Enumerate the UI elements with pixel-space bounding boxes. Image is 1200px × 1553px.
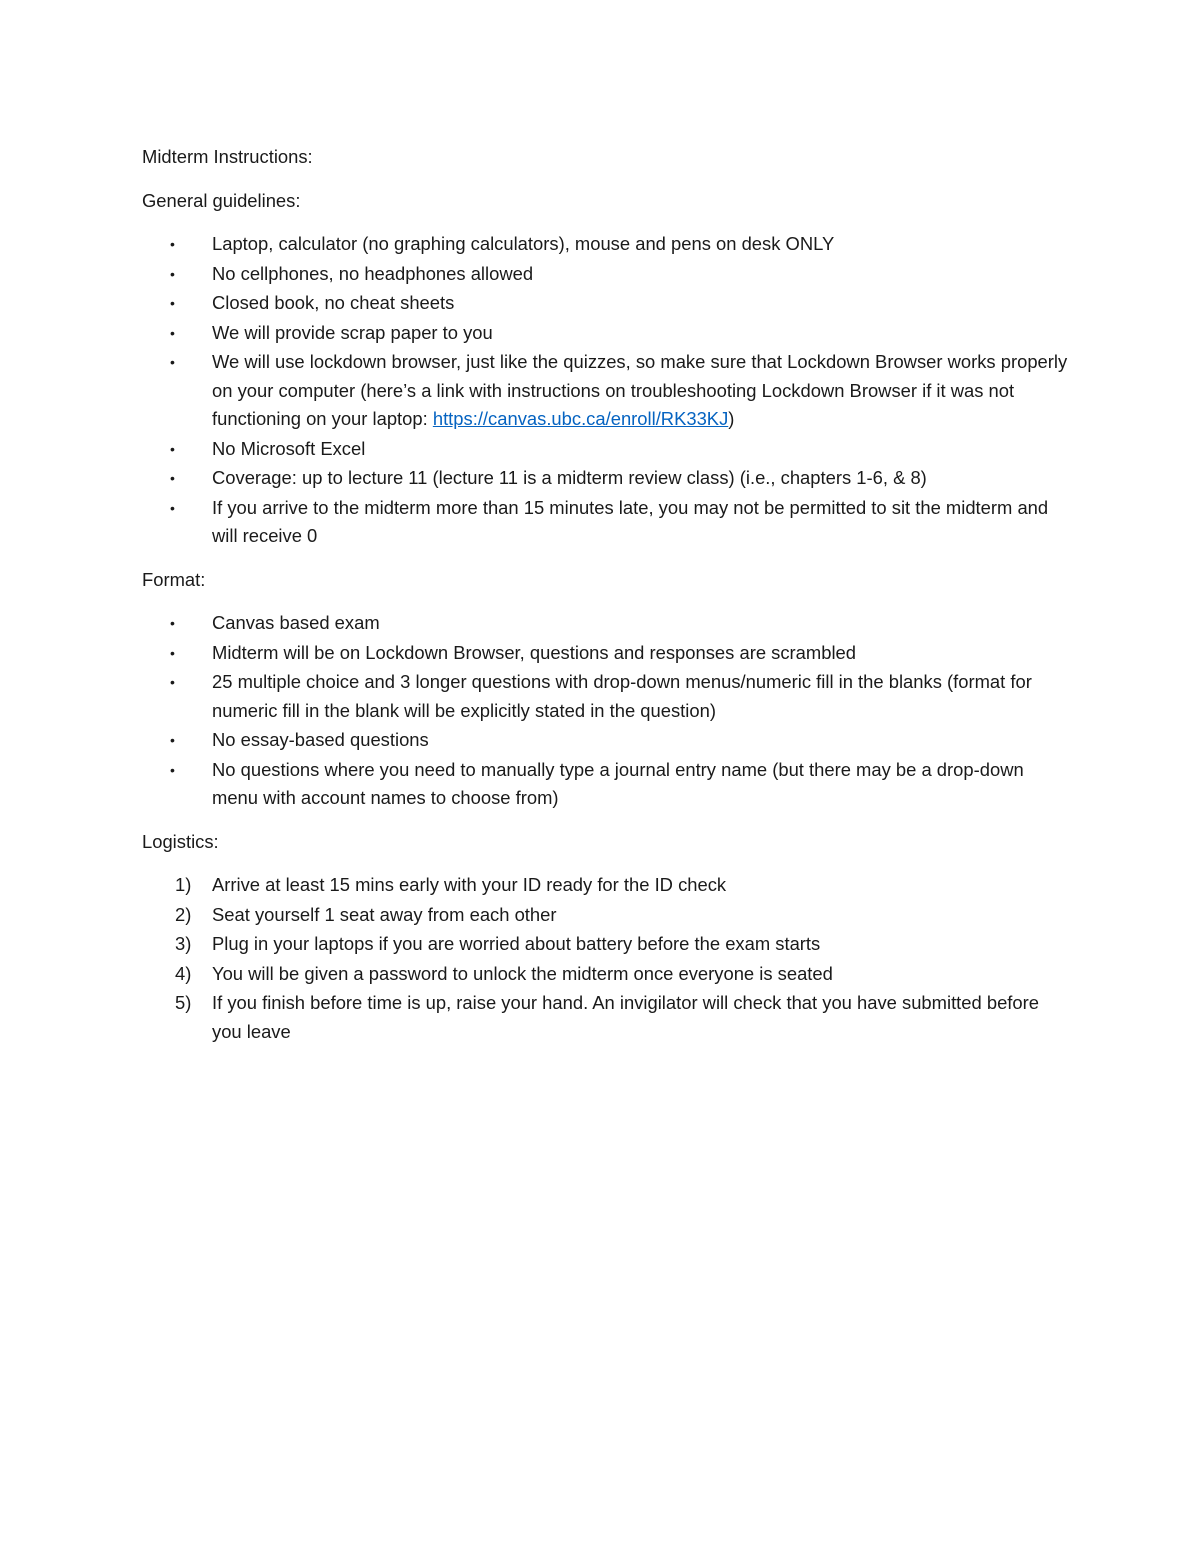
- bullet-icon: •: [170, 440, 175, 457]
- format-item: [142, 668, 1072, 725]
- guideline-item: [142, 348, 1072, 434]
- bullet-icon: •: [170, 265, 175, 282]
- logistics-item-text: If you finish before time is up, raise your hand. An invigilator will check that you have submitted before you leave: [212, 992, 1039, 1042]
- format-item-text: Canvas based exam: [212, 612, 380, 633]
- logistics-item: [142, 960, 1072, 989]
- guideline-item-text: No Microsoft Excel: [212, 437, 366, 459]
- list-number: 3): [175, 933, 192, 954]
- format-list: [142, 609, 1072, 813]
- logistics-item: [142, 989, 1072, 1046]
- guideline-item: [142, 435, 1072, 464]
- guideline-item-text: Coverage: up to lecture 11 (lecture 11 is a midterm review class) (i.e., chapters 1-6, & 8): [212, 467, 927, 488]
- guideline-item-text: If you arrive to the midterm more than 15 minutes late, you may not be permitted to sit the midterm and will receive 0: [212, 496, 1049, 546]
- bullet-icon: •: [170, 324, 175, 341]
- general-guidelines-list: [142, 230, 1072, 551]
- list-number: 1): [175, 874, 192, 895]
- logistics-list: [142, 871, 1072, 1046]
- bullet-icon: •: [170, 295, 175, 311]
- format-item-text: No questions where you need to manually type a journal entry name (but there may be a drop-down menu with account names to choose from): [212, 758, 1024, 808]
- logistics-item: [142, 930, 1072, 959]
- format-heading: Format:: [142, 568, 206, 590]
- bullet-icon: •: [170, 674, 175, 690]
- format-item: [142, 756, 1072, 813]
- bullet-icon: •: [170, 732, 175, 748]
- format-item-text: No essay-based questions: [212, 729, 429, 750]
- list-number: 4): [175, 962, 192, 984]
- guideline-item-text: Laptop, calculator (no graphing calculators), mouse and pens on desk ONLY: [212, 233, 835, 254]
- general-guidelines-heading: General guidelines:: [142, 189, 301, 211]
- logistics-item: [142, 871, 1072, 900]
- guideline-item-text-end: ): [728, 408, 735, 429]
- guideline-item: [142, 230, 1072, 259]
- list-number: 5): [175, 992, 192, 1013]
- document-title: Midterm Instructions:: [142, 146, 313, 167]
- format-item: [142, 639, 1072, 668]
- logistics-item-text: You will be given a password to unlock the midterm once everyone is seated: [212, 962, 833, 984]
- bullet-icon: •: [170, 236, 175, 252]
- logistics-item-text: Seat yourself 1 seat away from each other: [212, 903, 557, 925]
- guideline-item: [142, 319, 1072, 348]
- guideline-item: [142, 464, 1072, 493]
- logistics-item: [142, 901, 1072, 930]
- logistics-heading: Logistics:: [142, 830, 219, 852]
- guideline-item-text: We will use lockdown browser, just like the quizzes, so make sure that Lockdown Browser works properly on your computer (here’s a link with instructions on troubleshooting Lockdown Browser if it was not functioning on your laptop:: [212, 351, 1068, 429]
- bullet-icon: •: [170, 615, 175, 631]
- format-item-text: 25 multiple choice and 3 longer questions with drop-down menus/numeric fill in the blanks (format for numeric fill in the blank will be explicitly stated in the question): [212, 671, 1032, 721]
- bullet-icon: •: [170, 470, 175, 486]
- guideline-item-text: Closed book, no cheat sheets: [212, 292, 455, 313]
- guideline-item-text: We will provide scrap paper to you: [212, 321, 493, 343]
- format-item-text: Midterm will be on Lockdown Browser, questions and responses are scrambled: [212, 641, 856, 663]
- guideline-item: [142, 289, 1072, 318]
- guideline-item: [142, 260, 1072, 289]
- logistics-item-text: Plug in your laptops if you are worried about battery before the exam starts: [212, 933, 821, 954]
- troubleshooting-link[interactable]: https://canvas.ubc.ca/enroll/RK33KJ: [432, 408, 729, 429]
- format-item: [142, 609, 1072, 638]
- document-body: [142, 143, 1072, 1061]
- bullet-icon: •: [170, 354, 175, 370]
- bullet-icon: •: [170, 644, 175, 661]
- format-item: [142, 726, 1072, 755]
- logistics-item-text: Arrive at least 15 mins early with your ID ready for the ID check: [212, 874, 727, 895]
- guideline-item: [142, 494, 1072, 551]
- bullet-icon: •: [170, 499, 175, 516]
- bullet-icon: •: [170, 761, 175, 778]
- guideline-item-text: No cellphones, no headphones allowed: [212, 262, 534, 284]
- list-number: 2): [175, 903, 192, 925]
